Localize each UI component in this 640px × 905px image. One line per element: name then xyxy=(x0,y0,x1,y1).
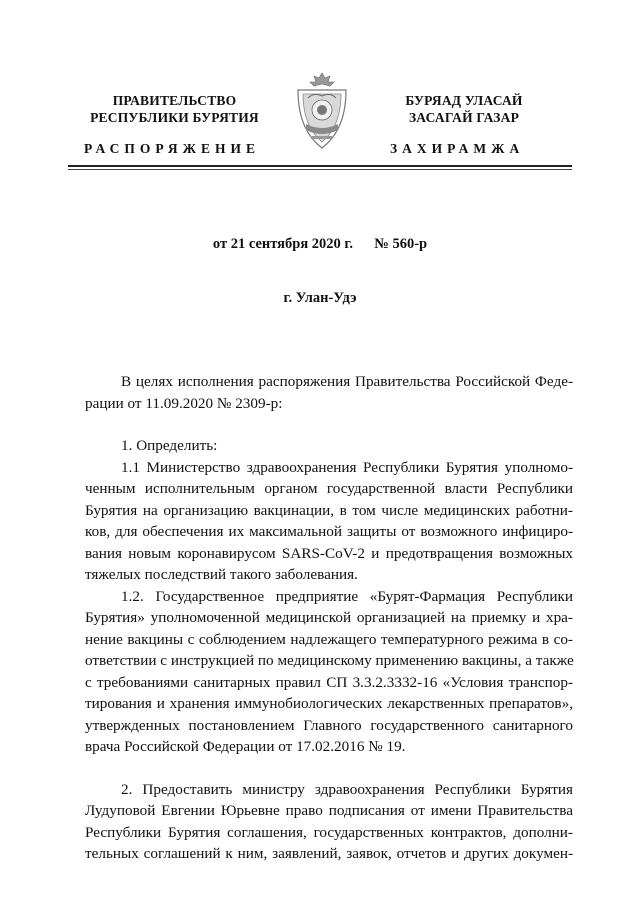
document-city: г. Улан-Удэ xyxy=(283,290,357,306)
body-line: 1.2. Государственное предприятие «Бурят-Фармация Республики xyxy=(121,587,573,605)
body-line: Бурятия» уполномоченной медицинской организацией на приемку и хра- xyxy=(85,609,573,626)
body-line: утвержденных постановлением Главного государственного санитарного xyxy=(85,716,573,734)
body-line: нение вакцины с соблюдением надлежащего температурного режима в со- xyxy=(85,630,573,648)
body-line: ответствии с инструкцией по медицинскому применению вакцины, а также xyxy=(85,652,574,669)
body-line: с требованиями санитарных правил СП 3.3.2.3332-16 «Условия транспор- xyxy=(85,673,573,691)
body-line: Лудуповой Евгении Юрьевне право подписания от имени Правительства xyxy=(85,802,573,819)
body-line: В целях исполнения распоряжения Правительства Российской Феде- xyxy=(121,373,573,390)
body-line: Республики Бурятия соглашения, государственных контрактов, дополни- xyxy=(85,823,573,841)
header-right xyxy=(380,92,548,126)
body-line: 1. Определить: xyxy=(121,437,218,454)
order-type-russian: РАСПОРЯЖЕНИЕ xyxy=(84,141,261,156)
body-line: рации от 11.09.2020 № 2309-р: xyxy=(85,394,283,412)
document-number: № 560-р xyxy=(374,236,428,252)
document-body xyxy=(85,371,573,865)
republic-title-buryat: ЗАСАГАЙ ГАЗАР xyxy=(408,110,520,125)
government-title: ПРАВИТЕЛЬСТВО xyxy=(112,93,237,108)
body-line: тельных соглашений к ним, заявлений, заявок, отчетов и других докумен- xyxy=(85,845,573,862)
header-divider xyxy=(68,165,572,167)
body-line: вания новым коронавирусом SARS-CoV-2 и предотвращения возможных xyxy=(85,544,573,562)
date-number-line xyxy=(0,236,640,253)
body-line: ков, для обеспечения их максимальной защиты от возможного инфициро- xyxy=(85,523,573,540)
buryatia-coat-of-arms-icon xyxy=(294,70,350,152)
body-line: 2. Предоставить министру здравоохранения Республики Бурятия xyxy=(121,780,573,798)
body-line: врача Российской Федерации от 17.02.2016 № 19. xyxy=(85,738,406,755)
header-divider-thin xyxy=(68,169,572,170)
republic-title: РЕСПУБЛИКИ БУРЯТИЯ xyxy=(90,110,259,125)
header-left xyxy=(82,92,267,126)
government-title-buryat: БУРЯАД УЛАСАЙ xyxy=(405,93,523,108)
document-date: от 21 сентября 2020 г. xyxy=(212,236,353,252)
order-type-buryat: ЗАХИРАМЖА xyxy=(390,141,525,156)
body-line: тирования и хранения иммунобиологических лекарственных препаратов», xyxy=(85,695,573,712)
body-line: Бурятия на организацию вакцинации, в том числе медицинских работни- xyxy=(85,501,573,519)
body-line: ченным исполнительным органом государственной власти Республики xyxy=(85,480,573,497)
body-line: тяжелых последствий такого заболевания. xyxy=(85,566,358,583)
body-line: 1.1 Министерство здравоохранения Республики Бурятия уполномо- xyxy=(121,458,573,476)
